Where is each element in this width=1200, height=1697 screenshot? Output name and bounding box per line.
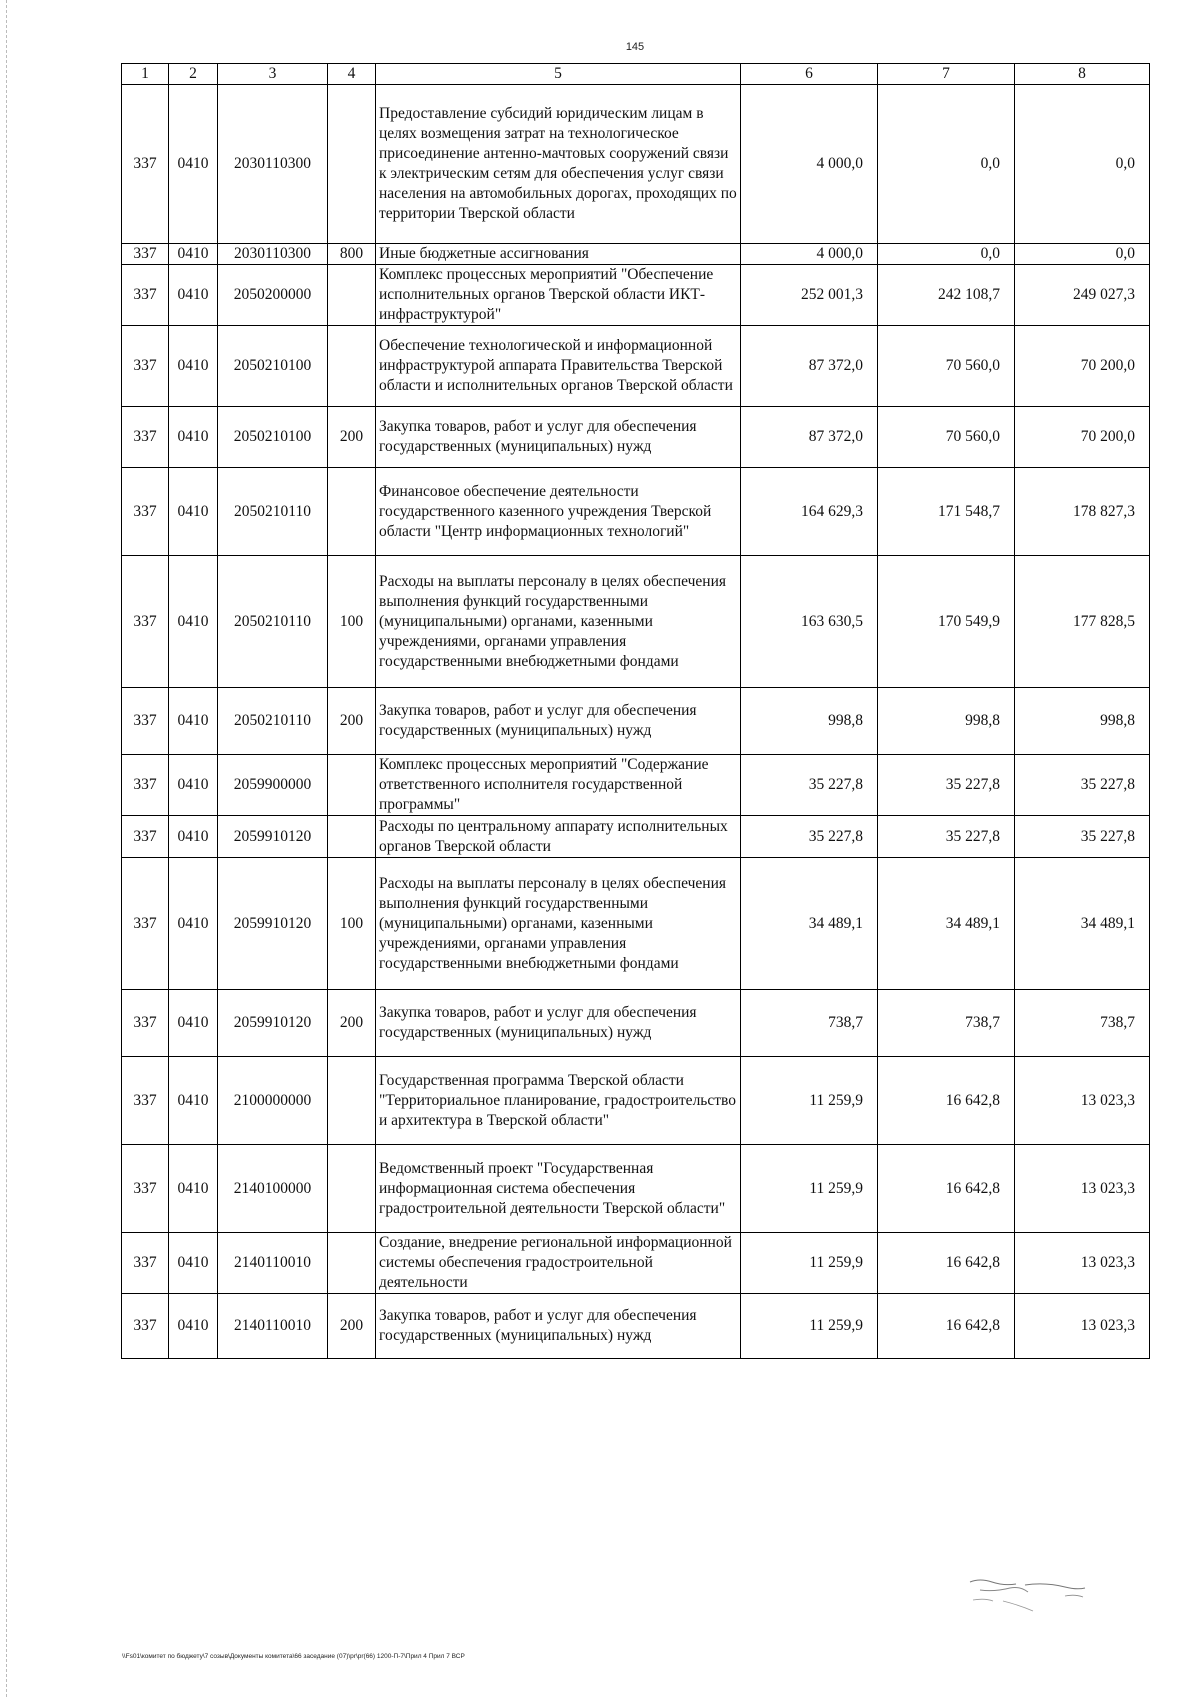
- amount-cell: 0,0: [1015, 244, 1150, 265]
- section-code-cell: 0410: [169, 85, 218, 244]
- target-article-cell: 2059910120: [218, 858, 328, 990]
- item-name-cell: Государственная программа Тверской области "Территориальное планирование, градостроительство и архитектура в Тверской области": [376, 1057, 741, 1145]
- amount-cell: 163 630,5: [741, 556, 878, 688]
- admin-code-cell: 337: [122, 688, 169, 755]
- item-name-cell: Иные бюджетные ассигнования: [376, 244, 741, 265]
- table-row: [122, 326, 1150, 407]
- item-name-cell: Обеспечение технологической и информационной инфраструктурой аппарата Правительства Тверской области и исполнительных органов Тверской области: [376, 326, 741, 407]
- section-code-cell: 0410: [169, 244, 218, 265]
- expense-type-cell: [328, 85, 376, 244]
- amount-cell: 35 227,8: [878, 816, 1015, 858]
- target-article-cell: 2050210110: [218, 556, 328, 688]
- expense-type-cell: 200: [328, 407, 376, 468]
- item-name-cell: Закупка товаров, работ и услуг для обеспечения государственных (муниципальных) нужд: [376, 990, 741, 1057]
- section-code-cell: 0410: [169, 326, 218, 407]
- section-code-cell: 0410: [169, 990, 218, 1057]
- amount-cell: 13 023,3: [1015, 1145, 1150, 1233]
- amount-cell: 87 372,0: [741, 326, 878, 407]
- expense-type-cell: 100: [328, 556, 376, 688]
- amount-cell: 4 000,0: [741, 244, 878, 265]
- item-name-cell: Расходы на выплаты персоналу в целях обеспечения выполнения функций государственными (муниципальными) органами, казенными учреждениями, органами управления государственными внебюджетными фондами: [376, 556, 741, 688]
- amount-cell: 13 023,3: [1015, 1294, 1150, 1359]
- table-row: [122, 85, 1150, 244]
- admin-code-cell: 337: [122, 326, 169, 407]
- column-header: 6: [741, 64, 878, 85]
- expense-type-cell: [328, 326, 376, 407]
- table-row: [122, 468, 1150, 556]
- table-row: [122, 755, 1150, 816]
- column-header: 3: [218, 64, 328, 85]
- amount-cell: 34 489,1: [878, 858, 1015, 990]
- amount-cell: 0,0: [878, 85, 1015, 244]
- table-row: [122, 858, 1150, 990]
- amount-cell: 70 200,0: [1015, 407, 1150, 468]
- expense-type-cell: 200: [328, 1294, 376, 1359]
- item-name-cell: Закупка товаров, работ и услуг для обеспечения государственных (муниципальных) нужд: [376, 1294, 741, 1359]
- item-name-cell: Комплекс процессных мероприятий "Обеспечение исполнительных органов Тверской области ИКТ-инфраструктурой": [376, 265, 741, 326]
- header-row: [122, 64, 1150, 85]
- expense-type-cell: [328, 816, 376, 858]
- footer-file-path: \\Fs01\комитет по бюджету\7 созыв\Документы комитета\66 заседание (07)\pr\pr(66) 1200-П-7\Прил 4 Прил 7 ВСР: [122, 1653, 465, 1660]
- amount-cell: 738,7: [1015, 990, 1150, 1057]
- amount-cell: 16 642,8: [878, 1233, 1015, 1294]
- section-code-cell: 0410: [169, 858, 218, 990]
- section-code-cell: 0410: [169, 1145, 218, 1233]
- expense-type-cell: [328, 265, 376, 326]
- column-header: 4: [328, 64, 376, 85]
- target-article-cell: 2140100000: [218, 1145, 328, 1233]
- column-header: 1: [122, 64, 169, 85]
- table-row: [122, 1145, 1150, 1233]
- section-code-cell: 0410: [169, 468, 218, 556]
- amount-cell: 16 642,8: [878, 1145, 1015, 1233]
- amount-cell: 16 642,8: [878, 1294, 1015, 1359]
- expense-type-cell: 800: [328, 244, 376, 265]
- table-row: [122, 1233, 1150, 1294]
- section-code-cell: 0410: [169, 1057, 218, 1145]
- amount-cell: 11 259,9: [741, 1294, 878, 1359]
- expense-type-cell: [328, 1145, 376, 1233]
- target-article-cell: 2050210110: [218, 688, 328, 755]
- amount-cell: 11 259,9: [741, 1057, 878, 1145]
- admin-code-cell: 337: [122, 990, 169, 1057]
- admin-code-cell: 337: [122, 407, 169, 468]
- admin-code-cell: 337: [122, 1145, 169, 1233]
- table-row: [122, 407, 1150, 468]
- admin-code-cell: 337: [122, 556, 169, 688]
- admin-code-cell: 337: [122, 1294, 169, 1359]
- expense-type-cell: [328, 468, 376, 556]
- amount-cell: 35 227,8: [878, 755, 1015, 816]
- target-article-cell: 2050210100: [218, 407, 328, 468]
- section-code-cell: 0410: [169, 265, 218, 326]
- table-row: [122, 816, 1150, 858]
- item-name-cell: Предоставление субсидий юридическим лицам в целях возмещения затрат на технологическое присоединение антенно-мачтовых сооружений связи к электрическим сетям для обеспечения услуг связи населения на автомобильных дорогах, проходящих по территории Тверской области: [376, 85, 741, 244]
- table-row: [122, 556, 1150, 688]
- admin-code-cell: 337: [122, 755, 169, 816]
- amount-cell: 177 828,5: [1015, 556, 1150, 688]
- expense-type-cell: [328, 1233, 376, 1294]
- amount-cell: 34 489,1: [1015, 858, 1150, 990]
- amount-cell: 35 227,8: [741, 755, 878, 816]
- amount-cell: 738,7: [741, 990, 878, 1057]
- item-name-cell: Расходы на выплаты персоналу в целях обеспечения выполнения функций государственными (муниципальными) органами, казенными учреждениями, органами управления государственными внебюджетными фондами: [376, 858, 741, 990]
- amount-cell: 738,7: [878, 990, 1015, 1057]
- admin-code-cell: 337: [122, 85, 169, 244]
- section-code-cell: 0410: [169, 755, 218, 816]
- table-row: [122, 244, 1150, 265]
- admin-code-cell: 337: [122, 1057, 169, 1145]
- amount-cell: 252 001,3: [741, 265, 878, 326]
- amount-cell: 70 560,0: [878, 326, 1015, 407]
- item-name-cell: Финансовое обеспечение деятельности государственного казенного учреждения Тверской области "Центр информационных технологий": [376, 468, 741, 556]
- section-code-cell: 0410: [169, 688, 218, 755]
- scan-edge-line: [6, 0, 7, 1697]
- table-row: [122, 1294, 1150, 1359]
- admin-code-cell: 337: [122, 244, 169, 265]
- target-article-cell: 2030110300: [218, 85, 328, 244]
- amount-cell: 998,8: [1015, 688, 1150, 755]
- table-row: [122, 265, 1150, 326]
- table-row: [122, 1057, 1150, 1145]
- expense-type-cell: [328, 1057, 376, 1145]
- expense-type-cell: 200: [328, 990, 376, 1057]
- target-article-cell: 2050210110: [218, 468, 328, 556]
- amount-cell: 87 372,0: [741, 407, 878, 468]
- item-name-cell: Создание, внедрение региональной информационной системы обеспечения градостроительной деятельности: [376, 1233, 741, 1294]
- item-name-cell: Закупка товаров, работ и услуг для обеспечения государственных (муниципальных) нужд: [376, 688, 741, 755]
- target-article-cell: 2100000000: [218, 1057, 328, 1145]
- amount-cell: 35 227,8: [1015, 816, 1150, 858]
- expense-type-cell: [328, 755, 376, 816]
- target-article-cell: 2050210100: [218, 326, 328, 407]
- amount-cell: 11 259,9: [741, 1145, 878, 1233]
- target-article-cell: 2059910120: [218, 816, 328, 858]
- table-row: [122, 688, 1150, 755]
- amount-cell: 70 560,0: [878, 407, 1015, 468]
- amount-cell: 11 259,9: [741, 1233, 878, 1294]
- amount-cell: 178 827,3: [1015, 468, 1150, 556]
- column-header: 5: [376, 64, 741, 85]
- target-article-cell: 2059910120: [218, 990, 328, 1057]
- budget-table: [121, 63, 1150, 1359]
- admin-code-cell: 337: [122, 265, 169, 326]
- target-article-cell: 2140110010: [218, 1294, 328, 1359]
- amount-cell: 171 548,7: [878, 468, 1015, 556]
- target-article-cell: 2050200000: [218, 265, 328, 326]
- section-code-cell: 0410: [169, 1233, 218, 1294]
- section-code-cell: 0410: [169, 556, 218, 688]
- amount-cell: 16 642,8: [878, 1057, 1015, 1145]
- target-article-cell: 2140110010: [218, 1233, 328, 1294]
- section-code-cell: 0410: [169, 407, 218, 468]
- amount-cell: 249 027,3: [1015, 265, 1150, 326]
- signature-scribble: [965, 1570, 1115, 1620]
- amount-cell: 70 200,0: [1015, 326, 1150, 407]
- table-row: [122, 990, 1150, 1057]
- amount-cell: 998,8: [741, 688, 878, 755]
- amount-cell: 998,8: [878, 688, 1015, 755]
- section-code-cell: 0410: [169, 816, 218, 858]
- amount-cell: 242 108,7: [878, 265, 1015, 326]
- amount-cell: 164 629,3: [741, 468, 878, 556]
- amount-cell: 35 227,8: [1015, 755, 1150, 816]
- page-number: 145: [625, 41, 645, 53]
- item-name-cell: Расходы по центральному аппарату исполнительных органов Тверской области: [376, 816, 741, 858]
- amount-cell: 13 023,3: [1015, 1233, 1150, 1294]
- admin-code-cell: 337: [122, 468, 169, 556]
- expense-type-cell: 100: [328, 858, 376, 990]
- section-code-cell: 0410: [169, 1294, 218, 1359]
- column-header: 2: [169, 64, 218, 85]
- item-name-cell: Закупка товаров, работ и услуг для обеспечения государственных (муниципальных) нужд: [376, 407, 741, 468]
- target-article-cell: 2030110300: [218, 244, 328, 265]
- admin-code-cell: 337: [122, 858, 169, 990]
- amount-cell: 0,0: [1015, 85, 1150, 244]
- column-header: 7: [878, 64, 1015, 85]
- amount-cell: 34 489,1: [741, 858, 878, 990]
- amount-cell: 170 549,9: [878, 556, 1015, 688]
- admin-code-cell: 337: [122, 816, 169, 858]
- amount-cell: 0,0: [878, 244, 1015, 265]
- column-header: 8: [1015, 64, 1150, 85]
- item-name-cell: Ведомственный проект "Государственная информационная система обеспечения градостроительной деятельности Тверской области": [376, 1145, 741, 1233]
- amount-cell: 35 227,8: [741, 816, 878, 858]
- admin-code-cell: 337: [122, 1233, 169, 1294]
- expense-type-cell: 200: [328, 688, 376, 755]
- amount-cell: 13 023,3: [1015, 1057, 1150, 1145]
- target-article-cell: 2059900000: [218, 755, 328, 816]
- item-name-cell: Комплекс процессных мероприятий "Содержание ответственного исполнителя государственной программы": [376, 755, 741, 816]
- amount-cell: 4 000,0: [741, 85, 878, 244]
